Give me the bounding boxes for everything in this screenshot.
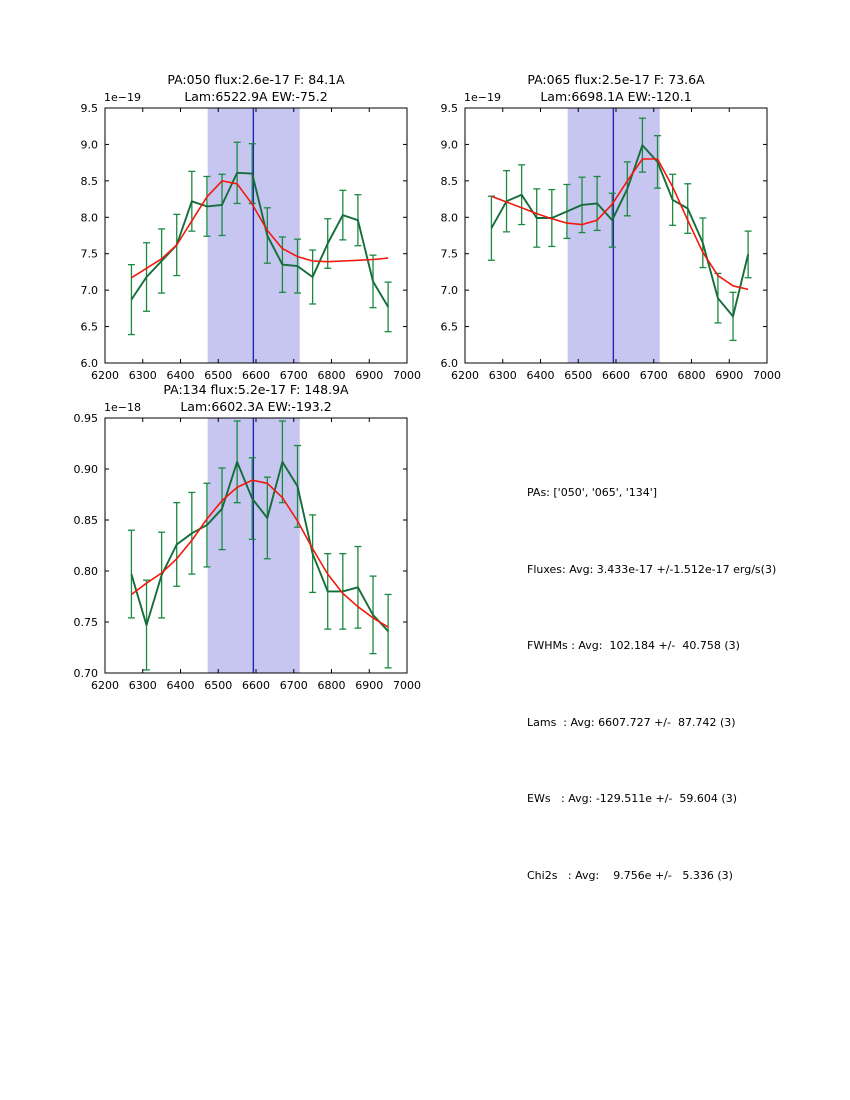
y-tick-label: 6.0: [440, 357, 458, 370]
y-tick-label: 0.85: [73, 514, 98, 527]
y-tick-label: 0.75: [73, 616, 98, 629]
y-tick-label: 0.90: [73, 463, 98, 476]
x-tick-label: 6200: [91, 369, 119, 382]
x-tick-label: 6300: [128, 679, 157, 692]
y-tick-label: 0.70: [73, 667, 98, 680]
chart2-title: [456, 71, 776, 105]
y-tick-label: 0.95: [73, 412, 98, 425]
x-tick-label: 6600: [242, 679, 270, 692]
chart3-y-axis-offset-label: 1e−18: [104, 401, 141, 414]
x-tick-label: 6600: [602, 369, 630, 382]
y-tick-label: 7.0: [440, 284, 458, 298]
chart1-title-line2: Lam:6522.9A EW:-75.2: [184, 89, 328, 104]
chart2-y-axis-offset-label: 1e−19: [464, 91, 501, 104]
stats-panel: [527, 429, 776, 939]
x-tick-label: 6200: [91, 679, 119, 692]
x-tick-label: 6500: [564, 369, 593, 382]
chart-1: [81, 102, 422, 382]
chart3-title-line1: PA:134 flux:5.2e-17 F: 148.9A: [163, 382, 349, 397]
x-tick-label: 6900: [355, 679, 384, 692]
x-tick-label: 6700: [279, 369, 308, 382]
stats-line-chi2s: Chi2s : Avg: 9.756e +/- 5.336 (3): [527, 868, 733, 882]
x-tick-label: 6800: [677, 369, 706, 382]
y-tick-label: 0.80: [73, 565, 98, 578]
y-tick-label: 9.5: [80, 102, 98, 115]
y-tick-label: 7.5: [80, 247, 98, 261]
x-tick-label: 6300: [488, 369, 517, 382]
chart3-title-line2: Lam:6602.3A EW:-193.2: [180, 399, 332, 414]
y-tick-label: 6.0: [80, 357, 98, 370]
y-tick-label: 8.5: [440, 174, 458, 188]
x-tick-label: 6900: [715, 369, 744, 382]
y-tick-label: 8.0: [440, 211, 458, 225]
x-tick-label: 6500: [204, 679, 233, 692]
x-tick-label: 6200: [451, 369, 479, 382]
chart3-title: [96, 381, 416, 415]
chart2-title-line1: PA:065 flux:2.5e-17 F: 73.6A: [527, 72, 705, 87]
chart-2: [441, 102, 782, 382]
x-tick-label: 6700: [279, 679, 308, 692]
y-tick-label: 6.5: [80, 320, 98, 334]
y-tick-label: 7.5: [440, 247, 458, 261]
y-tick-label: 8.5: [80, 174, 98, 188]
x-tick-label: 6800: [317, 679, 346, 692]
stats-line-fwhms: FWHMs : Avg: 102.184 +/- 40.758 (3): [527, 639, 740, 652]
x-tick-label: 6400: [526, 369, 555, 382]
x-tick-label: 6800: [317, 369, 346, 382]
chart1-title: [96, 71, 416, 105]
x-tick-label: 6400: [166, 369, 195, 382]
x-tick-label: 7000: [393, 369, 421, 382]
x-tick-label: 6500: [204, 369, 233, 382]
x-tick-label: 6700: [639, 369, 668, 382]
y-tick-label: 7.0: [80, 284, 98, 298]
x-tick-label: 7000: [393, 679, 421, 692]
x-tick-label: 7000: [753, 369, 781, 382]
y-tick-label: 8.0: [80, 211, 98, 225]
chart2-title-line2: Lam:6698.1A EW:-120.1: [540, 89, 692, 104]
chart1-y-axis-offset-label: 1e−19: [104, 91, 141, 104]
x-tick-label: 6900: [355, 369, 384, 382]
stats-line-pas: PAs: ['050', '065', '134']: [527, 486, 658, 499]
chart1-title-line1: PA:050 flux:2.6e-17 F: 84.1A: [167, 72, 345, 87]
chart-3: [74, 412, 422, 692]
y-tick-label: 9.5: [440, 102, 458, 115]
stats-line-fluxes: Fluxes: Avg: 3.433e-17 +/-1.512e-17 erg/s(3): [527, 562, 777, 576]
x-tick-label: 6300: [128, 369, 157, 382]
y-tick-label: 9.0: [80, 138, 98, 152]
y-tick-label: 6.5: [440, 320, 458, 334]
stats-line-ews: EWs : Avg: -129.511e +/- 59.604 (3): [527, 792, 737, 805]
stats-line-lams: Lams : Avg: 6607.727 +/- 87.742 (3): [527, 715, 736, 729]
y-tick-label: 9.0: [440, 138, 458, 152]
x-tick-label: 6400: [166, 679, 195, 692]
x-tick-label: 6600: [242, 369, 270, 382]
